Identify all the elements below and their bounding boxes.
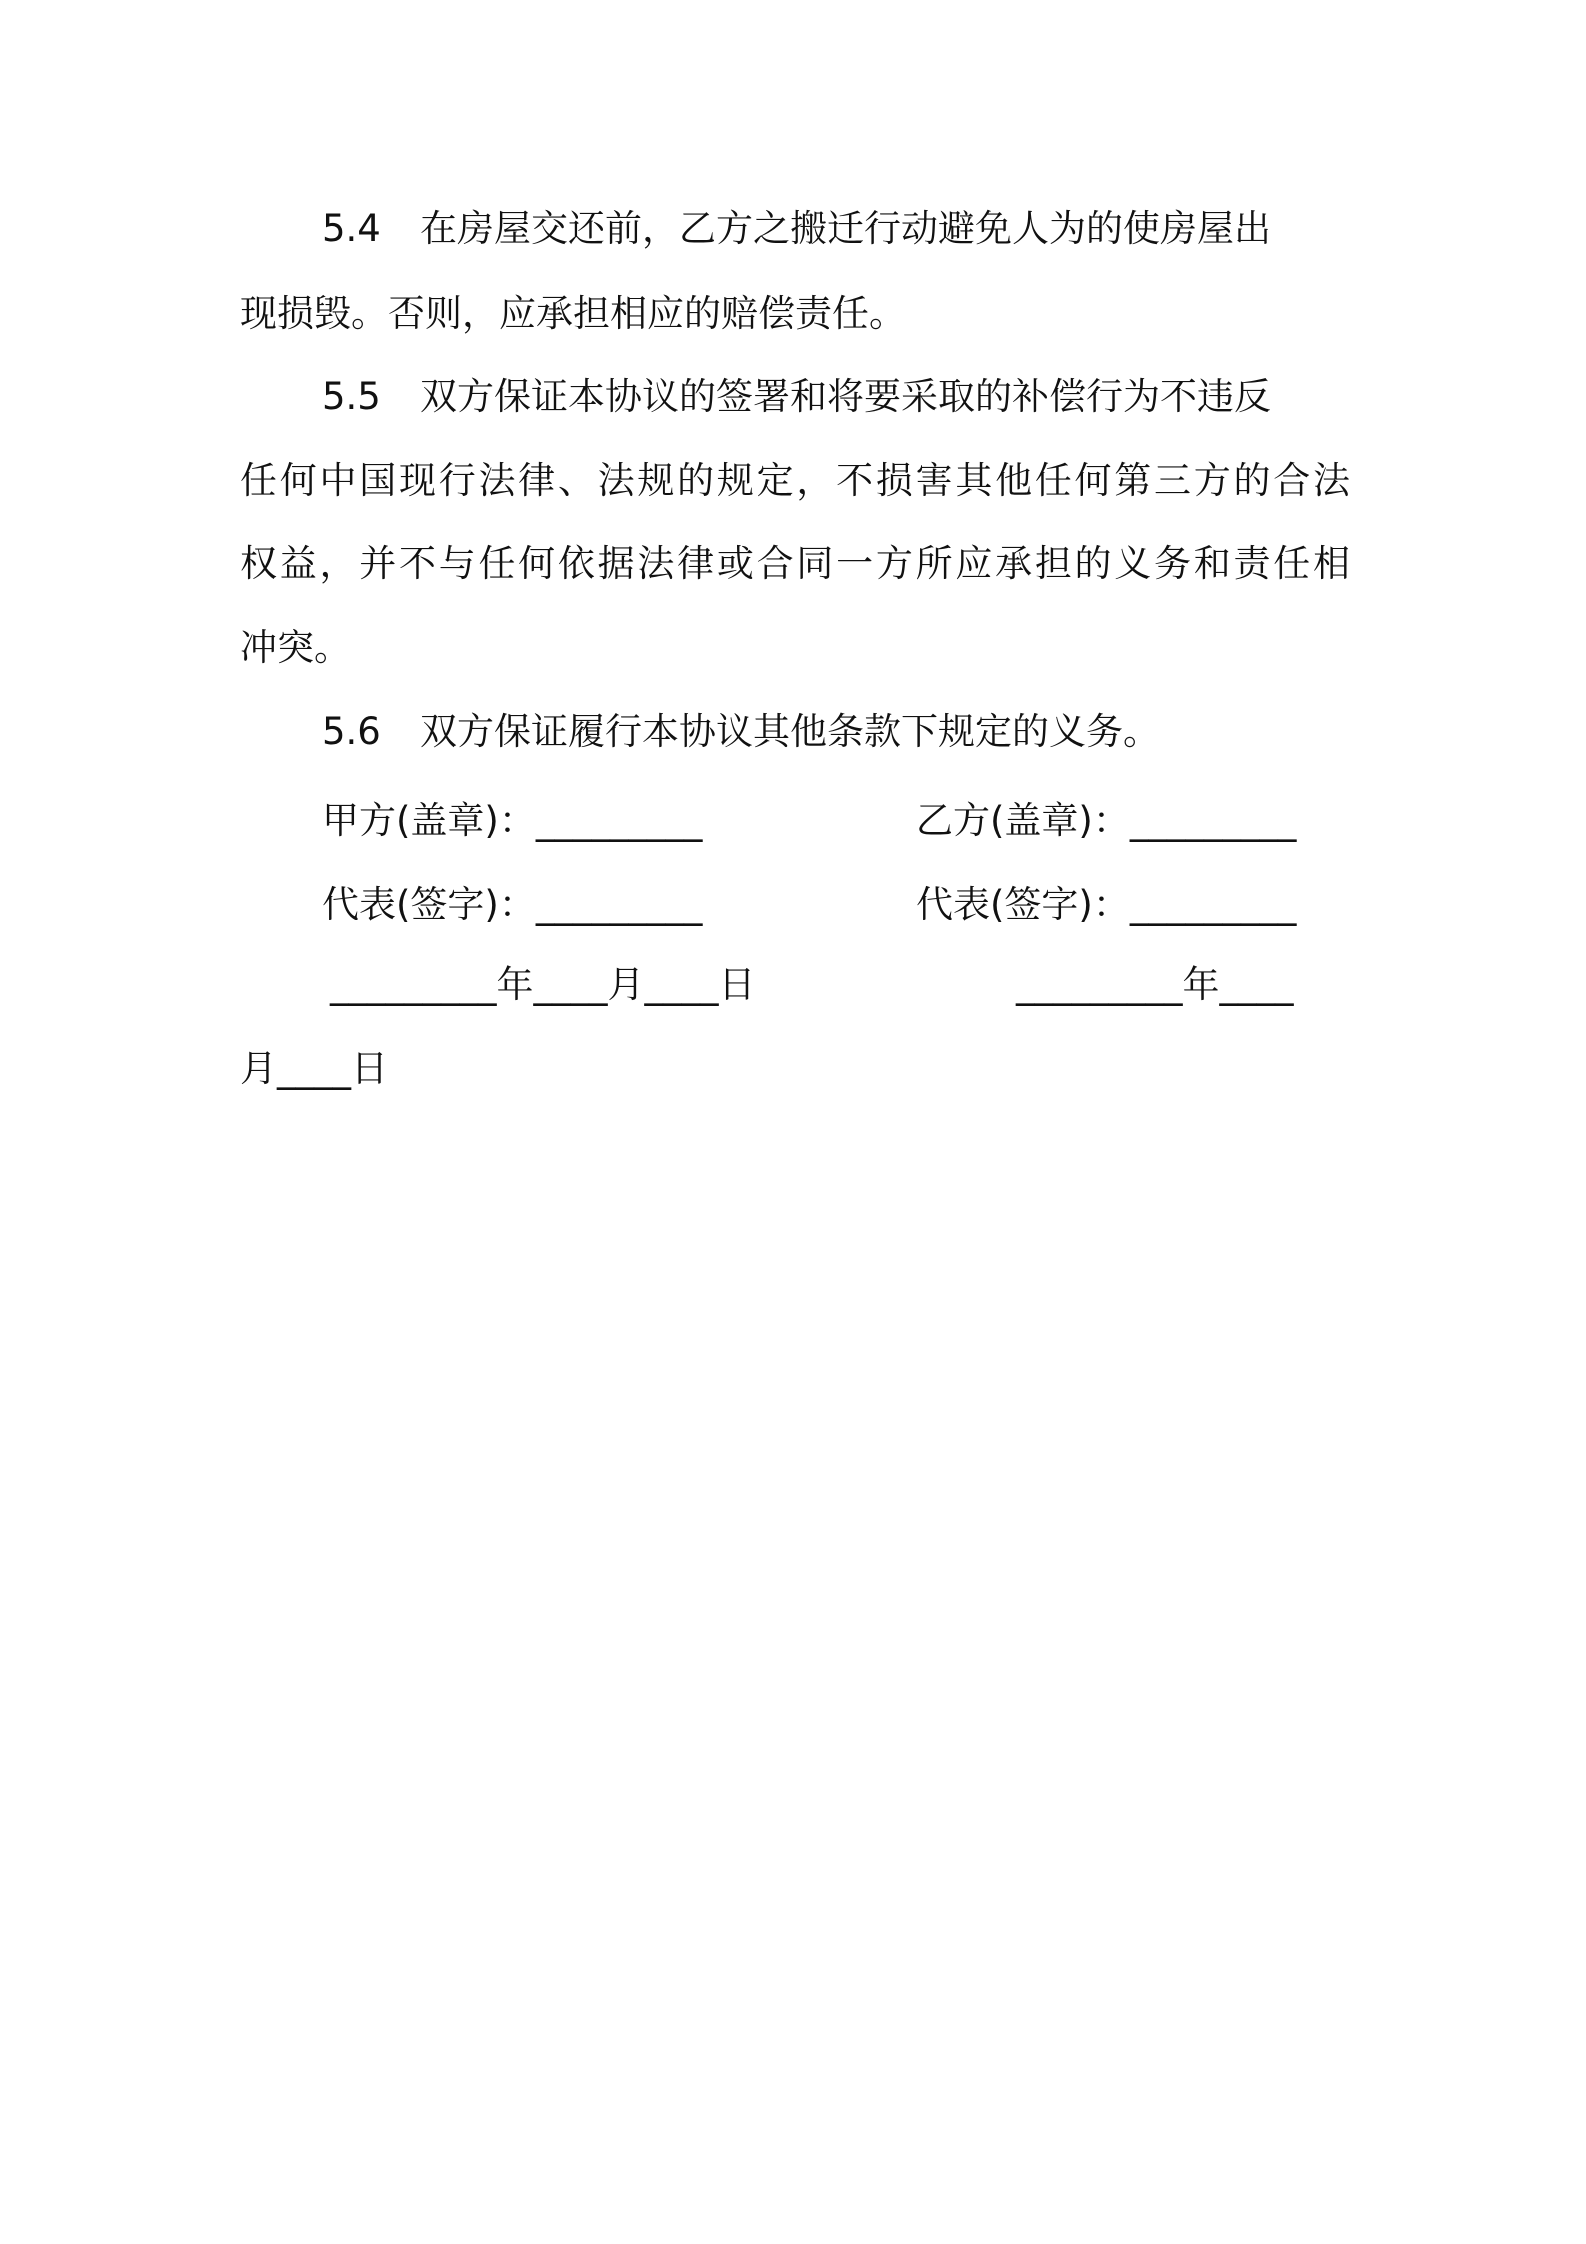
clause-5-6-line-1 [322, 710, 1160, 753]
party-b-representative-field: 代表(签字)：_________ [916, 883, 1297, 926]
clause-5-5-line-4: 冲突。 [240, 626, 351, 669]
party-b-seal-field: 乙方(盖章)：_________ [916, 799, 1297, 842]
clause-5-4-line-2: 现损毁。否则，应承担相应的赔偿责任。 [240, 292, 906, 335]
party-a-seal-field: 甲方(盖章)：_________ [322, 799, 703, 842]
clause-5-5-line-2: 任何中国现行法律、法规的规定，不损害其他任何第三方的合法 [240, 459, 1350, 502]
clause-number: 5.6 [322, 710, 381, 753]
clause-5-4-line-1 [322, 207, 1271, 250]
party-a-representative-field: 代表(签字)：_________ [322, 883, 703, 926]
clause-text: 双方保证本协议的签署和将要采取的补偿行为不违反 [420, 375, 1271, 418]
party-b-date-field: _________年____ [1016, 963, 1294, 1006]
clause-number: 5.4 [322, 207, 381, 250]
clause-number: 5.5 [322, 375, 381, 418]
clause-5-5-line-1 [322, 375, 1271, 418]
clause-text: 在房屋交还前，乙方之搬迁行动避免人为的使房屋出 [420, 207, 1271, 250]
clause-5-5-line-3: 权益，并不与任何依据法律或合同一方所应承担的义务和责任相 [240, 542, 1350, 585]
party-b-date-field-continued: 月____日 [240, 1047, 388, 1090]
party-a-date-field: _________年____月____日 [330, 963, 756, 1006]
clause-text: 双方保证履行本协议其他条款下规定的义务。 [420, 710, 1160, 753]
